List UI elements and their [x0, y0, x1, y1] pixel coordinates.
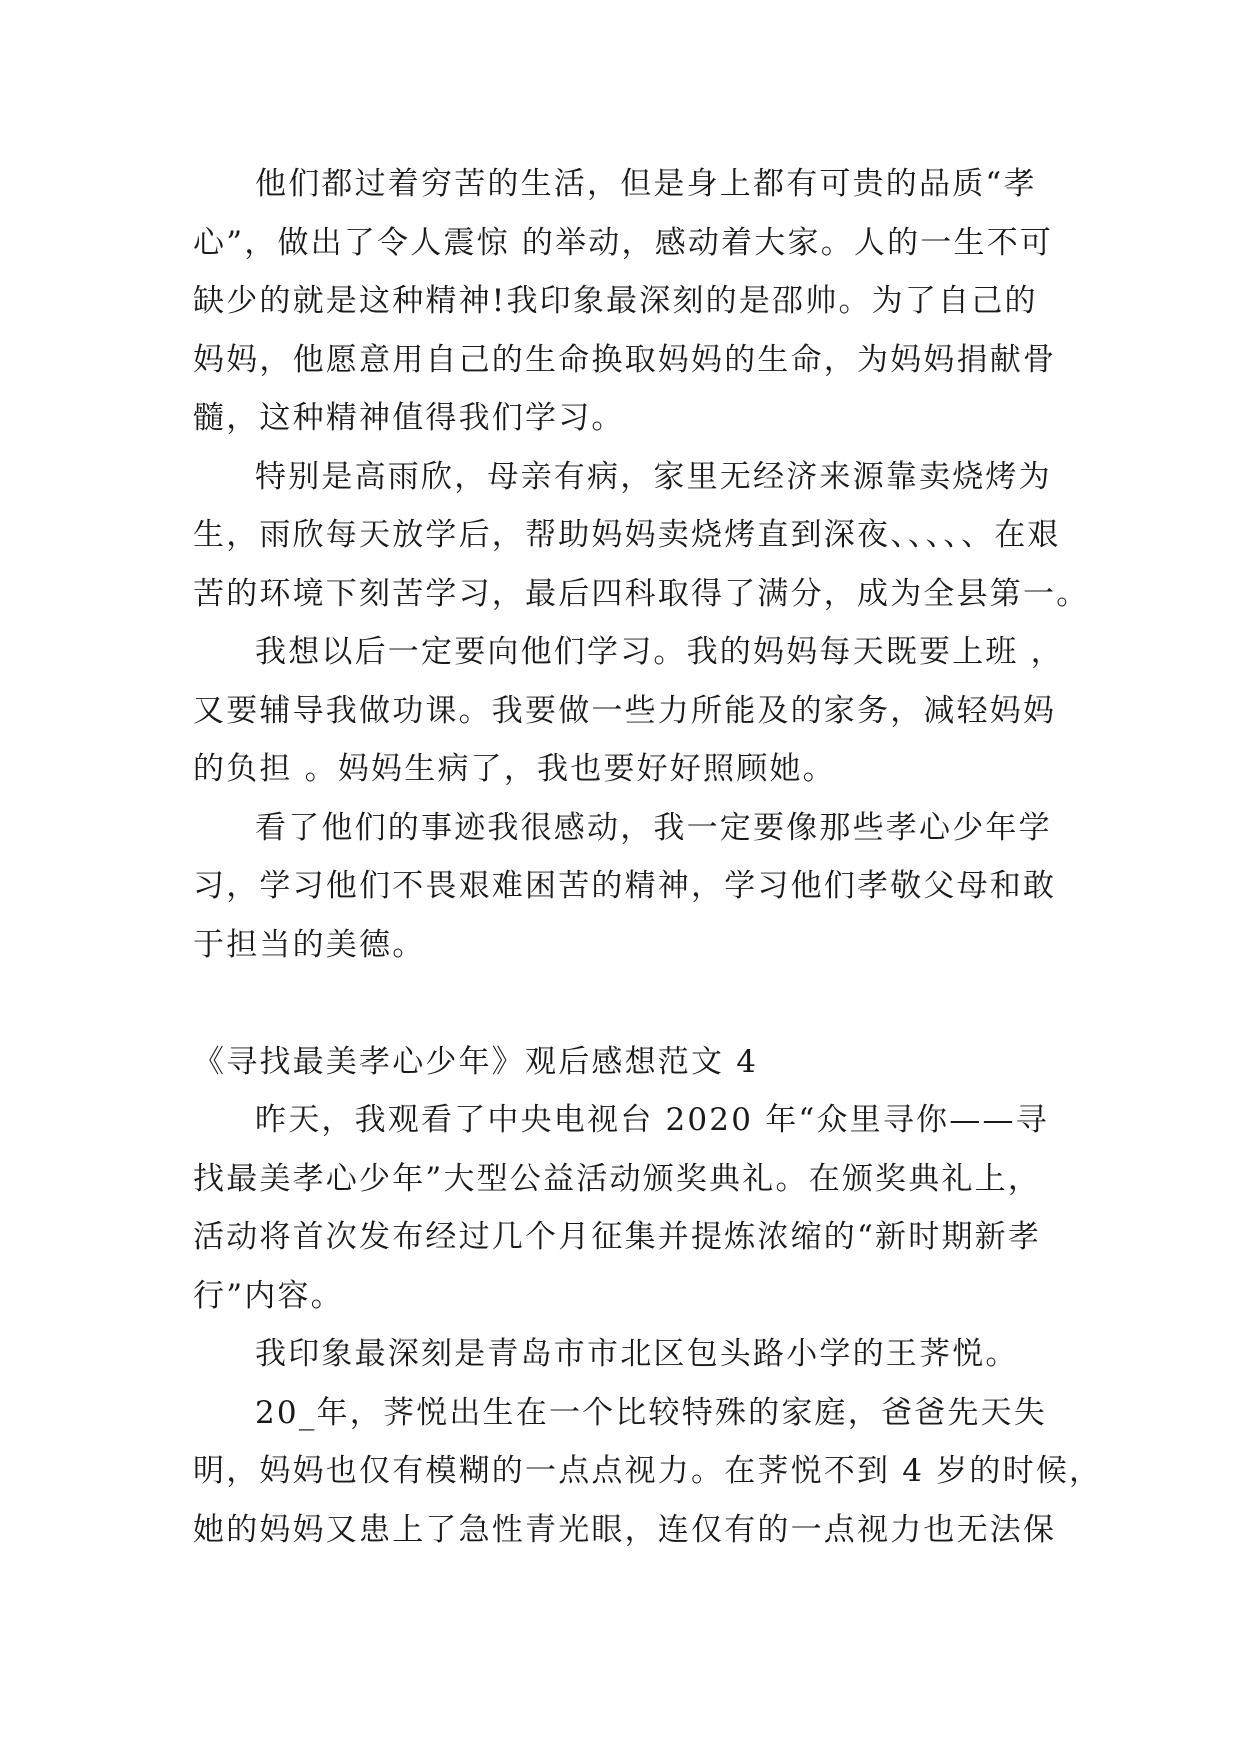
text-line: 习，学习他们不畏艰难困苦的精神，学习他们孝敬父母和敢	[193, 868, 1057, 904]
text-line: 找最美孝心少年”大型公益活动颁奖典礼。在颁奖典礼上，	[193, 1160, 1042, 1197]
text-line: 他们都过着穷苦的生活，但是身上都有可贵的品质“孝	[255, 166, 1037, 202]
text-line: 她的妈妈又患上了急性青光眼，连仅有的一点视力也无法保	[193, 1511, 1057, 1548]
paragraph	[193, 1091, 1053, 1325]
paragraph-gap	[193, 974, 1053, 1033]
paragraph	[193, 1325, 1053, 1384]
text-line: 生，雨欣每天放学后，帮助妈妈卖烧烤直到深夜、、、、、在艰	[193, 517, 1061, 553]
text-line: 妈妈，他愿意用自己的生命换取妈妈的生命，为妈妈捐献骨	[193, 341, 1057, 378]
text-line: 心”，做出了令人震惊 的举动，感动着大家。人的一生不可	[193, 224, 1054, 261]
text-line: 昨天，我观看了中央电视台 2020 年“众里寻你——寻	[255, 1102, 1049, 1138]
paragraph	[193, 448, 1090, 624]
text-line: 20_年，荠悦出生在一个比较特殊的家庭，爸爸先天失	[255, 1394, 1047, 1431]
text-line: 又要辅导我做功课。我要做一些力所能及的家务，减轻妈妈	[193, 692, 1057, 729]
paragraph	[193, 799, 1057, 975]
text-line: 于担当的美德。	[193, 926, 426, 963]
paragraph	[193, 623, 1064, 799]
paragraph	[193, 155, 1057, 448]
text-line: 行”内容。	[193, 1277, 344, 1314]
text-line: 活动将首次发布经过几个月征集并提炼浓缩的“新时期新孝	[193, 1219, 1042, 1255]
text-line: 明，妈妈也仅有模糊的一点点视力。在荠悦不到 4 岁的时候，	[193, 1453, 1103, 1489]
document-body	[193, 155, 1103, 1559]
text-line: 苦的环境下刻苦学习，最后四科取得了满分，成为全县第一。	[193, 575, 1090, 612]
text-line: 缺少的就是这种精神!我印象最深刻的是邵帅。为了自己的	[193, 283, 1038, 319]
paragraph	[193, 1384, 1103, 1560]
section-title: 《寻找最美孝心少年》观后感想范文 4	[193, 1043, 759, 1080]
text-line: 看了他们的事迹我很感动，我一定要像那些孝心少年学	[255, 809, 1052, 846]
text-line: 特别是高雨欣，母亲有病，家里无经济来源靠卖烧烤为	[255, 458, 1052, 495]
text-line: 我想以后一定要向他们学习。我的妈妈每天既要上班 ，	[255, 634, 1064, 670]
text-line: 髓，这种精神值得我们学习。	[193, 400, 625, 436]
text-line: 我印象最深刻是青岛市市北区包头路小学的王荠悦。	[255, 1336, 1019, 1372]
text-line: 的负担 。妈妈生病了，我也要好好照顾她。	[193, 751, 836, 787]
